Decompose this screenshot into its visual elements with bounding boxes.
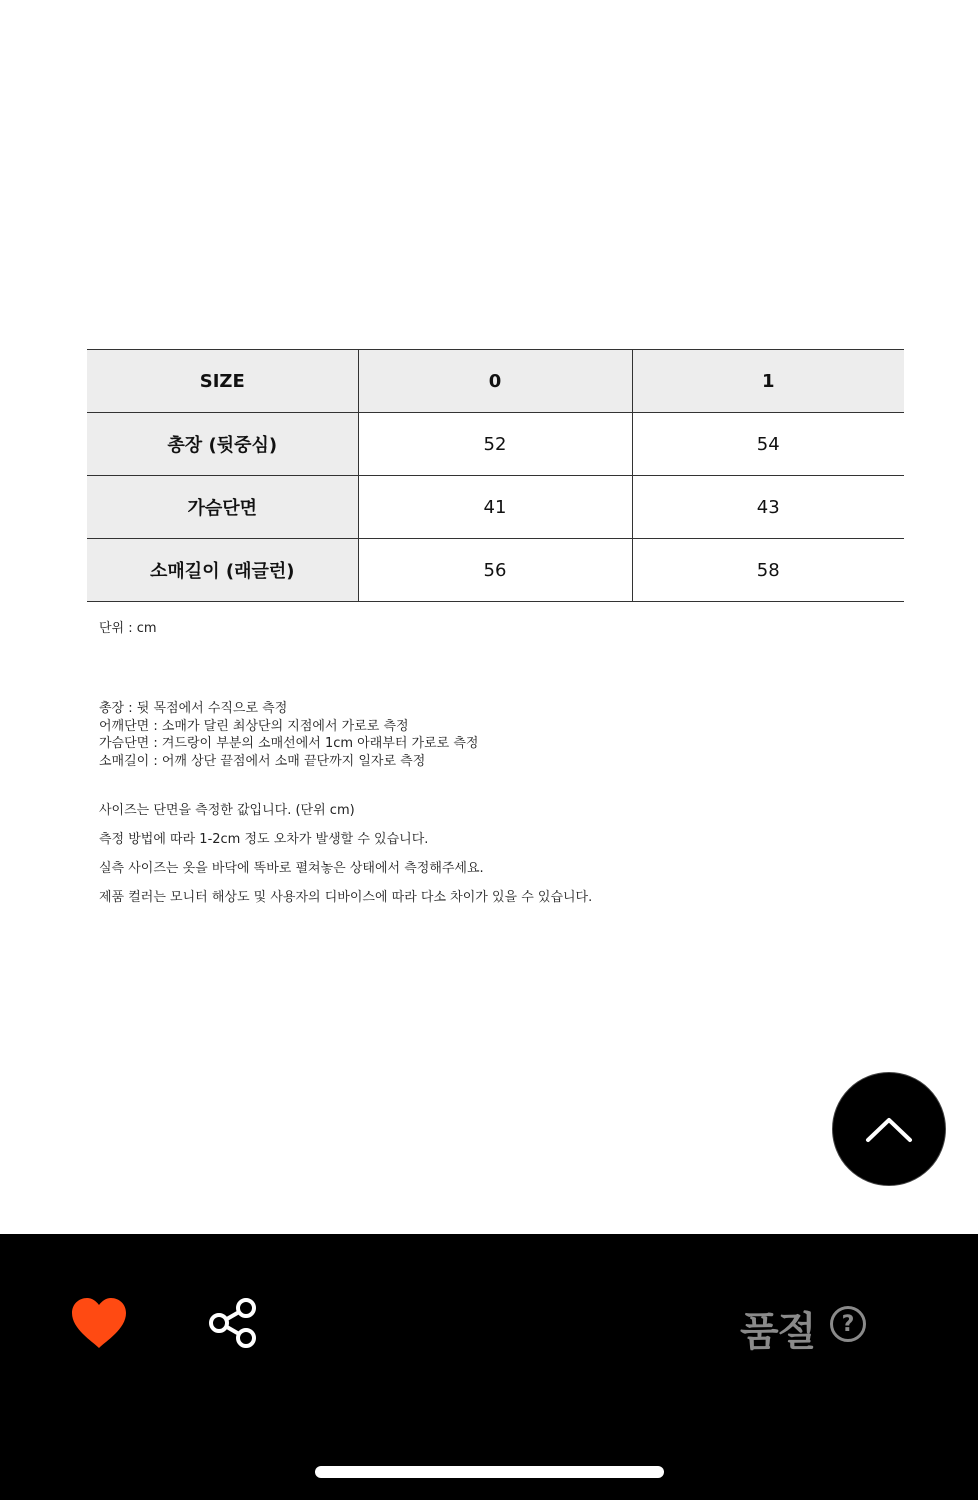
heart-icon <box>70 1296 128 1350</box>
size-table <box>87 349 904 602</box>
chevron-up-icon <box>864 1114 914 1144</box>
table-row <box>87 476 904 539</box>
cell-value: 58 <box>632 539 904 602</box>
cell-value: 56 <box>358 539 632 602</box>
row-label: 가슴단면 <box>87 476 358 539</box>
row-label: 소매길이 (래글런) <box>87 539 358 602</box>
bottom-action-bar <box>0 1234 978 1500</box>
share-icon <box>206 1296 260 1350</box>
home-indicator[interactable] <box>315 1466 664 1478</box>
header-size-0: 0 <box>358 350 632 413</box>
soldout-label: 품절 <box>740 1309 816 1355</box>
measure-note: 가슴단면 : 겨드랑이 부분의 소매선에서 1cm 아래부터 가로로 측정 <box>99 736 479 751</box>
header-size-1: 1 <box>632 350 904 413</box>
measurement-notes <box>99 700 478 770</box>
scroll-top-button[interactable] <box>832 1072 946 1186</box>
cell-value: 41 <box>358 476 632 539</box>
note-line: 제품 컬러는 모니터 해상도 및 사용자의 디바이스에 따라 다소 차이가 있을 수 있습니다. <box>99 890 593 905</box>
cell-value: 54 <box>632 413 904 476</box>
note-line: 실측 사이즈는 옷을 바닥에 똑바로 펼쳐놓은 상태에서 측정해주세요. <box>99 861 484 876</box>
unit-text: 단위 : cm <box>99 621 157 636</box>
measure-note: 소매길이 : 어깨 상단 끝점에서 소매 끝단까지 일자로 측정 <box>99 753 426 769</box>
share-button[interactable] <box>206 1296 260 1354</box>
table-row <box>87 539 904 602</box>
note-line: 측정 방법에 따라 1-2cm 정도 오차가 발생할 수 있습니다. <box>99 832 429 847</box>
table-row <box>87 413 904 476</box>
measure-note: 어깨단면 : 소매가 달린 최상단의 지점에서 가로로 측정 <box>99 718 409 734</box>
cell-value: 52 <box>358 413 632 476</box>
like-button[interactable] <box>70 1296 128 1354</box>
table-header-row <box>87 350 904 413</box>
size-notes <box>99 801 592 917</box>
measure-note: 총장 : 뒷 목점에서 수직으로 측정 <box>99 701 288 716</box>
note-line: 사이즈는 단면을 측정한 값입니다. (단위 cm) <box>99 803 355 818</box>
header-size: SIZE <box>87 350 358 413</box>
row-label: 총장 (뒷중심) <box>87 413 358 476</box>
help-icon[interactable]: ? <box>830 1306 866 1342</box>
cell-value: 43 <box>632 476 904 539</box>
